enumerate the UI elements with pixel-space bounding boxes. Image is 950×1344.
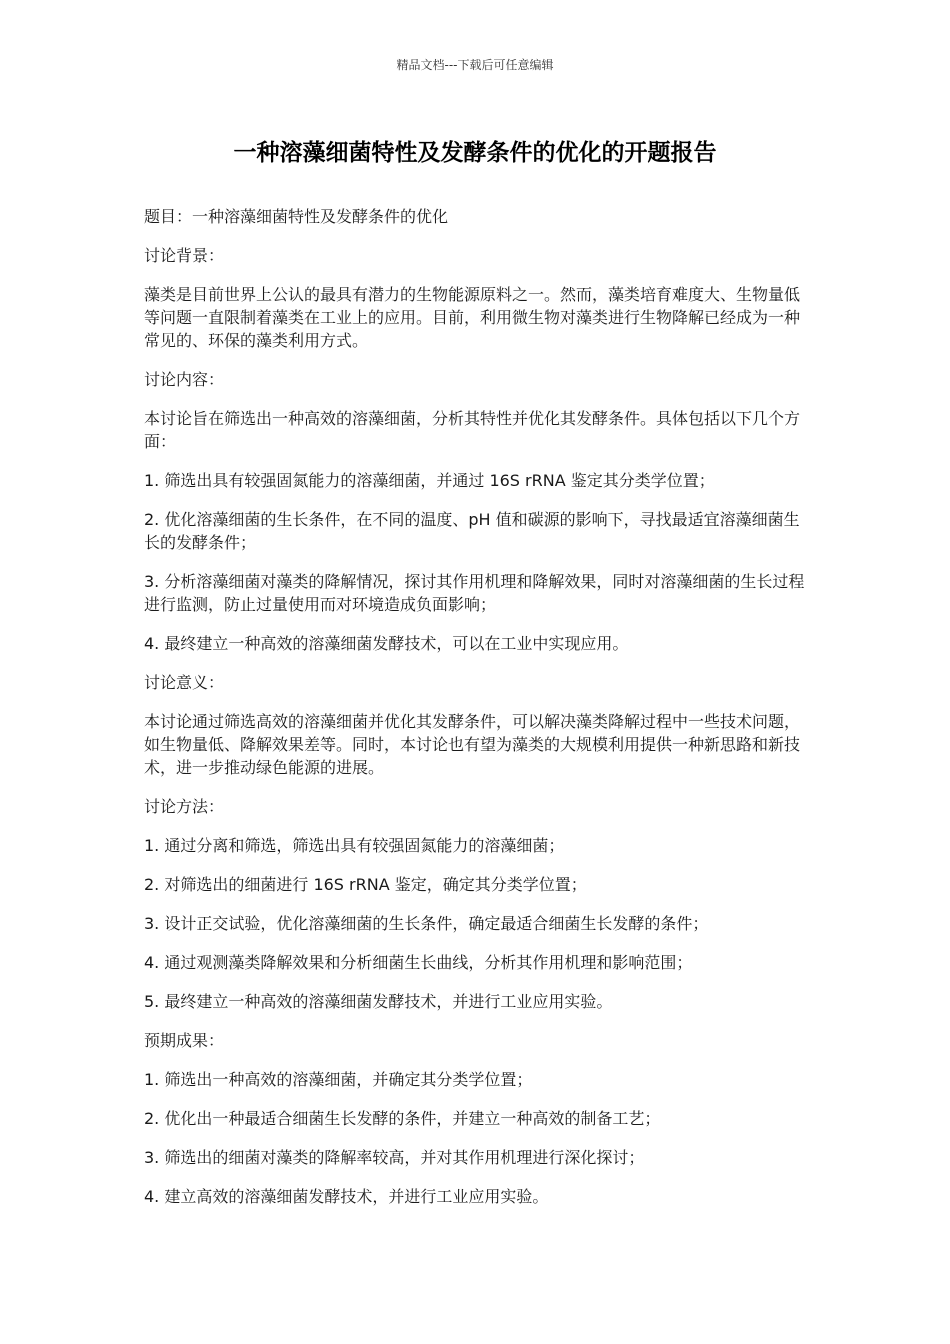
methods-list-item: 2. 对筛选出的细菌进行 16S rRNA 鉴定，确定其分类学位置； (144, 875, 587, 894)
background-paragraph: 藻类是目前世界上公认的最具有潜力的生物能源原料之一。然而，藻类培育难度大、生物量低等问题一直限制着藻类在工业上的应用。目前，利用微生物对藻类进行生物降解已经成为一种常见的、环保的藻类利用方式。 (144, 285, 801, 350)
outcomes-list-item: 2. 优化出一种最适合细菌生长发酵的条件，并建立一种高效的制备工艺； (144, 1109, 661, 1128)
page-header-note: 精品文档---下载后可任意编辑 (396, 58, 554, 72)
content-list-item: 4. 最终建立一种高效的溶藻细菌发酵技术，可以在工业中实现应用。 (144, 634, 629, 653)
section-heading-significance: 讨论意义： (144, 673, 225, 692)
methods-list-item: 4. 通过观测藻类降解效果和分析细菌生长曲线，分析其作用机理和影响范围； (144, 953, 693, 972)
section-heading-outcomes: 预期成果： (144, 1031, 225, 1050)
document-title: 一种溶藻细菌特性及发酵条件的优化的开题报告 (233, 140, 717, 166)
methods-list-item: 1. 通过分离和筛选，筛选出具有较强固氮能力的溶藻细菌； (144, 836, 565, 855)
outcomes-list-item: 1. 筛选出一种高效的溶藻细菌，并确定其分类学位置； (144, 1070, 533, 1089)
content-list-item: 1. 筛选出具有较强固氮能力的溶藻细菌，并通过 16S rRNA 鉴定其分类学位置； (144, 471, 715, 490)
section-heading-methods: 讨论方法： (144, 797, 225, 816)
topic-line: 题目：一种溶藻细菌特性及发酵条件的优化 (144, 207, 449, 226)
section-heading-background: 讨论背景： (144, 246, 225, 265)
content-intro-paragraph: 本讨论旨在筛选出一种高效的溶藻细菌，分析其特性并优化其发酵条件。具体包括以下几个方面： (144, 409, 801, 451)
content-list-item: 2. 优化溶藻细菌的生长条件，在不同的温度、pH 值和碳源的影响下，寻找最适宜溶藻细菌生长的发酵条件； (144, 510, 800, 552)
significance-paragraph: 本讨论通过筛选高效的溶藻细菌并优化其发酵条件，可以解决藻类降解过程中一些技术问题，如生物量低、降解效果差等。同时，本讨论也有望为藻类的大规模利用提供一种新思路和新技术，进一步推动绿色能源的进展。 (144, 712, 801, 777)
outcomes-list-item: 3. 筛选出的细菌对藻类的降解率较高，并对其作用机理进行深化探讨； (144, 1148, 645, 1167)
section-heading-content: 讨论内容： (144, 370, 225, 389)
content-list-item: 3. 分析溶藻细菌对藻类的降解情况，探讨其作用机理和降解效果，同时对溶藻细菌的生长过程进行监测，防止过量使用而对环境造成负面影响； (144, 572, 805, 614)
outcomes-list-item: 4. 建立高效的溶藻细菌发酵技术，并进行工业应用实验。 (144, 1187, 549, 1206)
methods-list-item: 5. 最终建立一种高效的溶藻细菌发酵技术，并进行工业应用实验。 (144, 992, 613, 1011)
methods-list-item: 3. 设计正交试验，优化溶藻细菌的生长条件，确定最适合细菌生长发酵的条件； (144, 914, 709, 933)
document-body (144, 205, 806, 1224)
